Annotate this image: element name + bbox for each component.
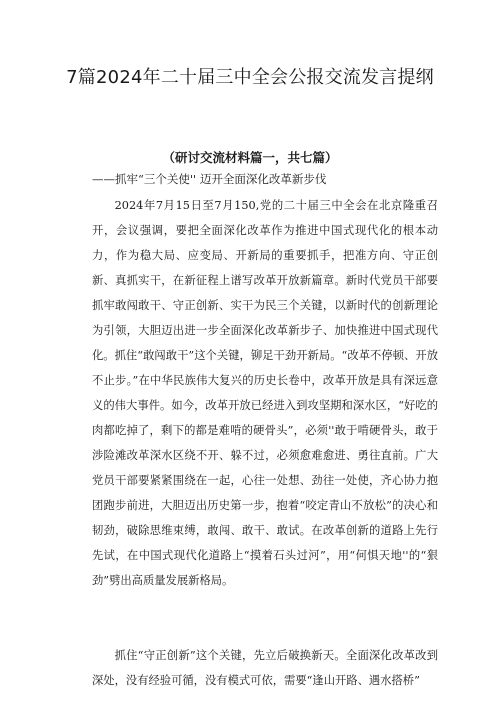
paragraph-text: 抓住“敢闯敢干”这个关键，铆足干劲开新局。“改革不停顿、开放不止步。”在中华民族伟大复兴的历史长卷中，改革开放是具有深远意义的伟大事件。如今，改革开放已经进入到攻坚期和深水区，“好吃的肉都吃掉了，剩下的都是难啃的硬骨头”，必须''敢于啃硬骨头，敢于涉险滩改革深水区绕不开、躲不过，必须愈难愈进、勇往直前。广大党员干部要紧紧围绕在一起，心往一处想、劲往一处使，齐心协力抱团跑步前进，大胆迈出历史第一步，抱着“咬定青山不放松”的决心和韧劲，破除思维束缚，敢闯、敢干、敢试。在改革创新的道路上先行先试，在中国式现代化道路上“摸着石头过河”，用“何惧天地''的“狠劲”劈出高质量发展新格局。: [92, 349, 438, 587]
body-paragraph-2: [92, 343, 438, 593]
paragraph-text: 2024年7月15日至7月150,党的二十届三中全会在北京隆重召开，会议强调，要把全面深化改革作为推进中国式现代化的根本动力，作为稳大局、应变局、开新局的重要抓手，把准方向、守正创新、真抓实干，在新征程上谱写改革开放新篇章。新时代党员干部要抓牢敢闯敢干、守正创新、实干为民三个关键，以新时代的创新理论为引领，大胆迈出进一步全面深化改革新步子、加快推进中国式现代化。: [92, 199, 438, 362]
document-tagline: ——抓牢“三个关使'' 迈开全面深化改革新步伐: [92, 172, 327, 186]
paragraph-text: 抓住“守正创新”这个关键，先立后破换新天。全面深化改革改到深处，没有经验可循，没有模式可依，需要“逢山开路、遇水搭桥”: [92, 649, 438, 687]
document-subtitle: （研讨交流材料篇一，共七篇）: [162, 150, 338, 165]
document-title: 7篇2024年二十届三中全会公报交流发言提纲: [66, 67, 434, 88]
body-paragraph-3: [92, 643, 438, 693]
body-paragraph-1: [92, 193, 438, 368]
